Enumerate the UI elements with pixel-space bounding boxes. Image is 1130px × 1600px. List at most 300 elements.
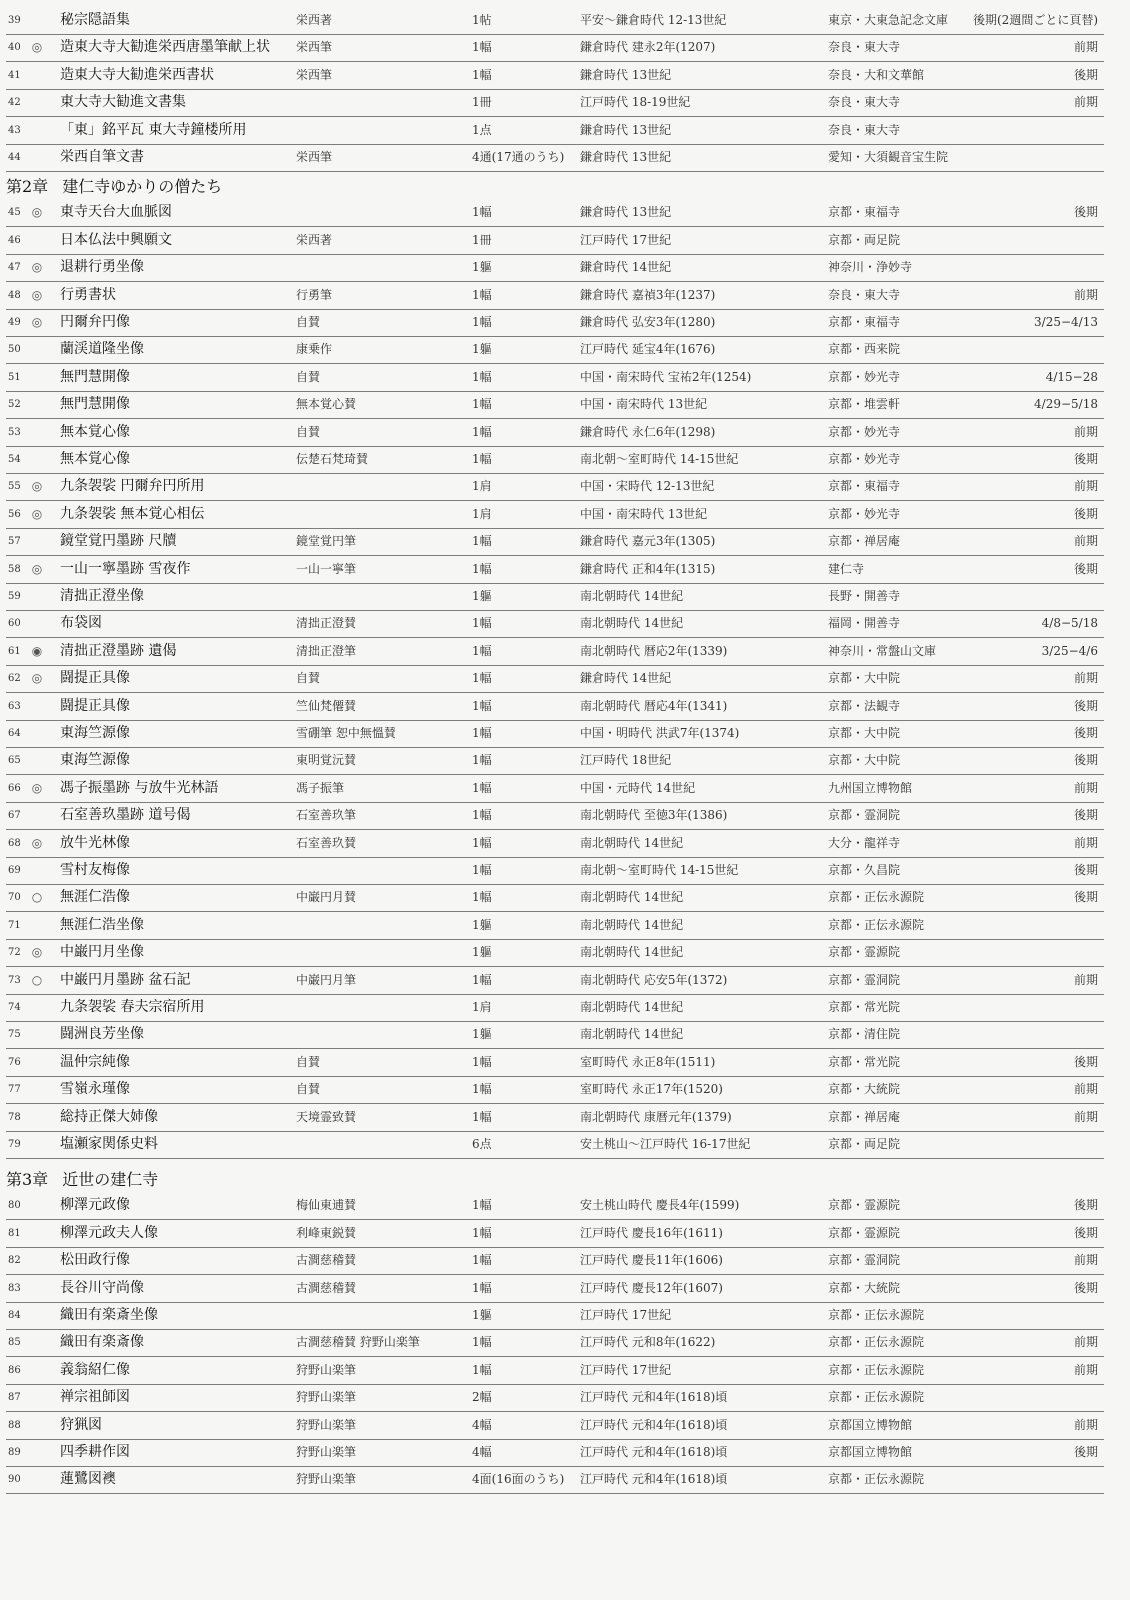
item-title: 無本覚心像 [60,451,130,467]
table-row [6,199,1104,227]
item-number: 50 [8,344,21,356]
item-period: 江戸時代 慶長12年(1607) [580,1280,723,1295]
item-author: 狩野山楽筆 [296,1390,357,1405]
item-number: 66 [8,782,21,794]
item-owner: 京都・法観寺 [828,698,901,713]
table-row [6,1439,1104,1467]
table-row [6,34,1104,62]
item-number: 61 [8,645,21,657]
item-number: 79 [8,1139,21,1150]
item-quantity: 6点 [472,1137,492,1151]
item-owner: 京都・霊洞院 [828,972,901,987]
item-owner: 奈良・東大寺 [828,122,901,137]
table-row [6,1049,1104,1077]
item-quantity: 1幅 [472,890,492,905]
item-author: 自賛 [296,424,321,439]
item-title: 総持正傑大姉像 [60,1108,158,1125]
item-period: 中国・元時代 14世紀 [580,780,696,795]
item-number: 65 [8,755,21,767]
table-row [6,528,1104,556]
display-period: 後期 [1073,726,1098,740]
item-title: 雪嶺永瑾像 [60,1081,130,1098]
item-title: 九条袈裟 春夫宗宿所用 [60,999,205,1015]
item-number: 73 [8,974,21,986]
table-row [6,227,1104,255]
item-period: 中国・南宋時代 13世紀 [580,397,708,412]
table-row [6,857,1104,885]
table-row [6,391,1104,419]
item-owner: 京都・大統院 [828,1082,901,1097]
item-number: 55 [8,481,21,493]
item-author: 鏡堂覚円筆 [296,534,357,549]
item-title: 放牛光林像 [60,834,130,851]
item-quantity: 1幅 [472,1054,492,1069]
item-number: 80 [8,1200,21,1212]
table-row [6,912,1104,940]
item-title: 造東大寺大勧進栄西書状 [60,66,214,83]
item-author: 古澗慈稽賛 狩野山楽筆 [296,1335,420,1350]
table-row [6,1220,1104,1248]
item-title: 一山一寧墨跡 雪夜作 [60,560,191,577]
table-row [6,1412,1104,1440]
table-row [6,802,1104,830]
item-quantity: 1幅 [472,972,492,987]
item-owner: 京都・霊洞院 [828,1253,901,1268]
table-row [6,364,1104,392]
item-period: 中国・明時代 洪武7年(1374) [580,726,740,740]
display-period: 後期 [1073,67,1098,82]
item-number: 47 [8,262,21,274]
item-number: 58 [8,563,21,575]
item-number: 82 [8,1255,21,1267]
display-period: 前期 [1073,479,1098,494]
item-title: 退耕行勇坐像 [60,259,144,276]
item-title: 柳澤元政夫人像 [60,1224,158,1241]
item-title: 無門慧開像 [60,396,130,413]
display-period: 前期 [1073,1082,1098,1097]
item-title: 四季耕作図 [60,1444,130,1460]
display-period: 後期 [1073,561,1098,576]
item-period: 鎌倉時代 14世紀 [580,260,672,275]
item-number: 63 [8,700,21,712]
item-author: 栄西筆 [296,150,333,164]
table-row [6,775,1104,803]
item-owner: 京都・妙光寺 [828,452,901,466]
item-quantity: 1幅 [472,1280,492,1295]
table-row [6,1131,1104,1159]
item-period: 南北朝～室町時代 14-15世紀 [580,452,739,466]
display-period: 4/8−5/18 [1041,616,1098,631]
item-quantity: 1軀 [472,945,492,960]
item-title: 九条袈裟 円爾弁円所用 [60,478,205,495]
item-quantity: 1幅 [472,1253,492,1268]
item-number: 76 [8,1056,21,1068]
item-owner: 愛知・大須観音宝生院 [828,150,949,164]
item-author: 雪硼筆 恕中無慍賛 [296,726,396,740]
item-author: 竺仙梵僊賛 [296,698,357,713]
item-number: 67 [8,810,21,822]
item-number: 84 [8,1310,21,1321]
item-period: 中国・宋時代 12-13世紀 [580,479,715,494]
item-number: 74 [8,1002,21,1013]
item-quantity: 1肩 [472,506,492,521]
table-row [6,884,1104,912]
item-owner: 京都・久昌院 [828,863,901,877]
item-title: 東寺天台大血脈図 [60,204,172,221]
item-owner: 奈良・東大寺 [828,95,901,110]
item-quantity: 1帖 [472,13,492,27]
table-row [6,1021,1104,1049]
table-row [6,1302,1104,1330]
item-title: 清拙正澄墨跡 遺偈 [60,642,177,659]
item-quantity: 1冊 [472,232,492,247]
display-period: 後期(2週間ごとに頁替) [973,13,1098,27]
display-period: 前期 [1073,534,1098,549]
item-quantity: 1幅 [472,780,492,795]
item-period: 江戸時代 17世紀 [580,1362,672,1377]
item-period: 室町時代 永正17年(1520) [580,1082,723,1097]
item-period: 南北朝時代 14世紀 [580,835,684,850]
item-period: 江戸時代 17世紀 [580,1308,672,1322]
item-author: 古澗慈稽賛 [296,1253,357,1268]
item-number: 43 [8,124,21,136]
item-period: 江戸時代 元和4年(1618)頃 [580,1472,728,1487]
table-row [6,336,1104,364]
table-row [6,556,1104,584]
designation-mark: ○ [31,890,43,905]
display-period: 前期 [1073,835,1098,850]
item-author: 行勇筆 [296,287,333,302]
item-author: 自賛 [296,315,321,329]
display-period: 前期 [1073,1253,1098,1268]
item-title: 馮子振墨跡 与放牛光林語 [60,779,219,796]
item-title: 無涯仁浩坐像 [60,916,144,933]
display-period: 後期 [1073,205,1098,220]
table-row [6,282,1104,310]
item-owner: 奈良・東大寺 [828,287,901,302]
item-title: 狩猟図 [60,1416,102,1433]
item-author: 狩野山楽筆 [296,1362,357,1377]
item-quantity: 1幅 [472,561,492,576]
display-period: 4/15−28 [1045,369,1098,384]
item-title: 布袋図 [60,615,102,632]
table-row [6,830,1104,858]
item-quantity: 1幅 [472,1198,492,1213]
item-period: 南北朝時代 康暦元年(1379) [580,1109,732,1124]
chapter-title: 建仁寺ゆかりの僧たち [62,177,223,197]
item-owner: 京都・霊源院 [828,945,901,960]
item-quantity: 1幅 [472,1362,492,1377]
item-number: 48 [8,289,21,301]
item-title: 秘宗隠語集 [60,12,130,28]
item-period: 中国・南宋時代 宝祐2年(1254) [580,369,752,384]
item-quantity: 1点 [472,122,492,137]
item-owner: 奈良・大和文華館 [828,67,925,82]
item-title: 蓮鷺図襖 [60,1471,116,1488]
item-number: 68 [8,837,21,849]
item-number: 42 [8,97,21,109]
item-period: 南北朝時代 14世紀 [580,616,684,631]
item-quantity: 4面(16面のうち) [472,1472,565,1487]
item-number: 59 [8,591,21,602]
item-quantity: 4幅 [472,1417,492,1432]
item-author: 天境霊致賛 [296,1109,357,1124]
item-number: 71 [8,919,21,931]
designation-mark: ◎ [31,260,43,275]
item-period: 南北朝時代 応安5年(1372) [580,972,728,987]
item-number: 60 [8,618,21,630]
item-period: 南北朝時代 14世紀 [580,1027,684,1042]
item-title: 蘭渓道隆坐像 [60,341,144,358]
item-author: 自賛 [296,369,321,384]
item-quantity: 1幅 [472,534,492,549]
table-row [6,665,1104,693]
display-period: 後期 [1073,890,1098,905]
table-row [6,473,1104,501]
item-title: 松田政行像 [60,1252,130,1269]
table-row [6,254,1104,282]
item-title: 長谷川守尚像 [60,1279,144,1296]
item-period: 平安～鎌倉時代 12-13世紀 [580,13,727,27]
table-row [6,638,1104,666]
item-number: 87 [8,1392,21,1404]
item-title: 中巌円月坐像 [60,944,144,961]
item-number: 72 [8,947,21,959]
item-author: 石室善玖賛 [296,835,357,850]
item-owner: 京都・大中院 [828,726,901,740]
item-number: 75 [8,1029,21,1041]
item-quantity: 1軀 [472,342,492,357]
item-period: 鎌倉時代 嘉元3年(1305) [580,534,716,549]
item-quantity: 1軀 [472,589,492,603]
item-period: 江戸時代 元和8年(1622) [580,1335,716,1350]
display-period: 前期 [1073,780,1098,795]
item-number: 54 [8,454,21,465]
item-owner: 福岡・開善寺 [828,616,901,631]
display-period: 前期 [1073,972,1098,987]
chapter-title: 近世の建仁寺 [62,1170,159,1190]
item-author: 狩野山楽筆 [296,1445,357,1459]
item-owner: 京都・常光院 [828,1000,901,1014]
item-author: 伝楚石梵琦賛 [296,452,369,466]
item-quantity: 1肩 [472,479,492,494]
table-row [6,117,1104,145]
item-period: 鎌倉時代 13世紀 [580,205,672,220]
item-title: 「東」銘平瓦 東大寺鐘楼所用 [60,121,247,138]
item-quantity: 1幅 [472,835,492,850]
item-number: 81 [8,1227,21,1239]
item-author: 清拙正澄筆 [296,643,357,658]
item-title: 織田有楽斎坐像 [60,1307,158,1323]
item-quantity: 1幅 [472,397,492,412]
designation-mark: ◎ [31,945,43,960]
item-title: 行勇書状 [60,286,116,303]
item-number: 45 [8,207,21,219]
display-period: 後期 [1073,1225,1098,1240]
item-title: 塩瀬家関係史料 [60,1136,158,1152]
item-title: 九条袈裟 無本覚心相伝 [60,505,205,522]
item-number: 51 [8,371,21,383]
display-period: 後期 [1073,698,1098,713]
item-owner: 京都・東福寺 [828,479,901,494]
item-number: 78 [8,1111,21,1123]
item-period: 南北朝時代 14世紀 [580,589,684,603]
item-author: 石室善玖筆 [296,808,357,823]
item-title: 東海竺源像 [60,725,130,741]
item-period: 鎌倉時代 13世紀 [580,122,672,137]
item-number: 70 [8,892,21,904]
item-period: 鎌倉時代 14世紀 [580,671,672,686]
item-period: 南北朝時代 至徳3年(1386) [580,808,728,823]
item-quantity: 1幅 [472,452,492,466]
item-number: 62 [8,673,21,685]
display-period: 後期 [1073,1280,1098,1295]
table-row [6,62,1104,90]
item-period: 江戸時代 慶長11年(1606) [580,1253,723,1268]
table-row [6,610,1104,638]
table-row [6,1104,1104,1132]
table-row [6,1329,1104,1357]
item-author: 利峰東鋭賛 [296,1225,357,1240]
item-owner: 京都・禅居庵 [828,534,901,549]
item-quantity: 1幅 [472,1335,492,1350]
item-author: 東明覚沅賛 [296,753,357,768]
display-period: 後期 [1073,863,1098,877]
item-owner: 京都・常光院 [828,1054,901,1069]
item-period: 江戸時代 18-19世紀 [580,95,691,110]
item-owner: 京都・清住院 [828,1027,901,1042]
item-period: 安土桃山～江戸時代 16-17世紀 [580,1137,751,1151]
item-period: 江戸時代 17世紀 [580,232,672,247]
item-number: 39 [8,15,21,26]
item-owner: 京都・堆雲軒 [828,397,901,412]
item-title: 義翁紹仁像 [60,1361,130,1378]
display-period: 後期 [1073,808,1098,823]
item-number: 88 [8,1419,21,1431]
item-owner: 京都・正伝永源院 [828,1472,925,1487]
item-title: 円爾弁円像 [60,314,130,330]
item-quantity: 1幅 [472,205,492,220]
item-owner: 京都・霊洞院 [828,808,901,823]
item-quantity: 1幅 [472,287,492,302]
table-row [6,7,1104,35]
item-quantity: 1幅 [472,671,492,686]
item-period: 江戸時代 慶長16年(1611) [580,1225,723,1240]
item-owner: 京都・正伝永源院 [828,917,925,932]
designation-mark: ○ [31,972,43,987]
item-owner: 京都・霊源院 [828,1198,901,1213]
item-quantity: 1幅 [472,369,492,384]
table-row [6,89,1104,117]
item-owner: 京都・東福寺 [828,315,901,329]
item-quantity: 4幅 [472,1445,492,1459]
item-author: 無本覚心賛 [296,397,357,412]
table-row [6,720,1104,748]
item-quantity: 1幅 [472,1225,492,1240]
display-period: 後期 [1073,452,1098,466]
item-number: 44 [8,152,21,163]
display-period: 前期 [1073,1109,1098,1124]
item-period: 南北朝時代 14世紀 [580,917,684,932]
table-row [6,309,1104,337]
item-owner: 神奈川・常盤山文庫 [828,643,937,658]
item-title: 栄西自筆文書 [60,149,144,165]
item-owner: 京都・正伝永源院 [828,1335,925,1350]
item-number: 46 [8,234,21,246]
chapter-heading [6,1170,158,1190]
item-owner: 奈良・東大寺 [828,40,901,55]
item-number: 56 [8,508,21,520]
display-period: 前期 [1073,671,1098,686]
display-period: 前期 [1073,95,1098,110]
item-owner: 京都・両足院 [828,232,901,247]
item-period: 南北朝時代 暦応2年(1339) [580,643,728,658]
item-title: 中巌円月墨跡 盆石記 [60,971,191,988]
designation-mark: ◎ [31,287,43,302]
item-owner: 京都・正伝永源院 [828,890,925,905]
display-period: 後期 [1073,1198,1098,1213]
table-row [6,501,1104,529]
item-title: 造東大寺大勧進栄西唐墨筆献上状 [60,39,270,56]
item-title: 闘提正具像 [60,670,130,687]
item-owner: 京都・大統院 [828,1280,901,1295]
table-row [6,1275,1104,1303]
item-period: 鎌倉時代 建永2年(1207) [580,40,716,55]
item-author: 狩野山楽筆 [296,1472,357,1487]
display-period: 前期 [1073,287,1098,302]
display-period: 前期 [1073,1417,1098,1432]
item-author: 中巌円月筆 [296,972,357,987]
item-quantity: 1幅 [472,753,492,768]
item-number: 90 [8,1474,21,1486]
item-title: 石室善玖墨跡 道号偈 [60,807,191,824]
item-owner: 京都・正伝永源院 [828,1308,925,1322]
item-period: 南北朝時代 14世紀 [580,890,684,905]
display-period: 後期 [1073,506,1098,521]
display-period: 後期 [1073,1445,1098,1459]
item-number: 49 [8,317,21,328]
item-number: 77 [8,1084,21,1096]
designation-mark: ◎ [31,835,43,850]
display-period: 後期 [1073,1054,1098,1069]
item-period: 江戸時代 延宝4年(1676) [580,342,716,357]
item-number: 52 [8,399,21,411]
item-period: 鎌倉時代 13世紀 [580,150,672,164]
item-owner: 京都・正伝永源院 [828,1390,925,1405]
item-owner: 京都国立博物館 [828,1417,913,1432]
item-title: 闘提正具像 [60,697,130,714]
item-period: 南北朝時代 暦応4年(1341) [580,698,728,713]
item-quantity: 1軀 [472,1027,492,1042]
item-owner: 京都国立博物館 [828,1445,913,1459]
item-title: 東大寺大勧進文書集 [60,94,186,111]
display-period: 前期 [1073,1362,1098,1377]
item-owner: 大分・龍祥寺 [828,835,901,850]
designation-mark: ◎ [31,506,43,521]
item-period: 南北朝～室町時代 14-15世紀 [580,863,739,877]
designation-mark: ◎ [31,671,43,686]
display-period: 前期 [1073,40,1098,55]
item-number: 64 [8,728,21,739]
item-owner: 京都・禅居庵 [828,1109,901,1124]
item-quantity: 1幅 [472,863,492,877]
item-quantity: 1幅 [472,67,492,82]
item-number: 85 [8,1337,21,1349]
item-period: 南北朝時代 14世紀 [580,1000,684,1014]
item-period: 鎌倉時代 正和4年(1315) [580,561,716,576]
item-owner: 建仁寺 [828,561,865,576]
item-number: 86 [8,1364,21,1376]
